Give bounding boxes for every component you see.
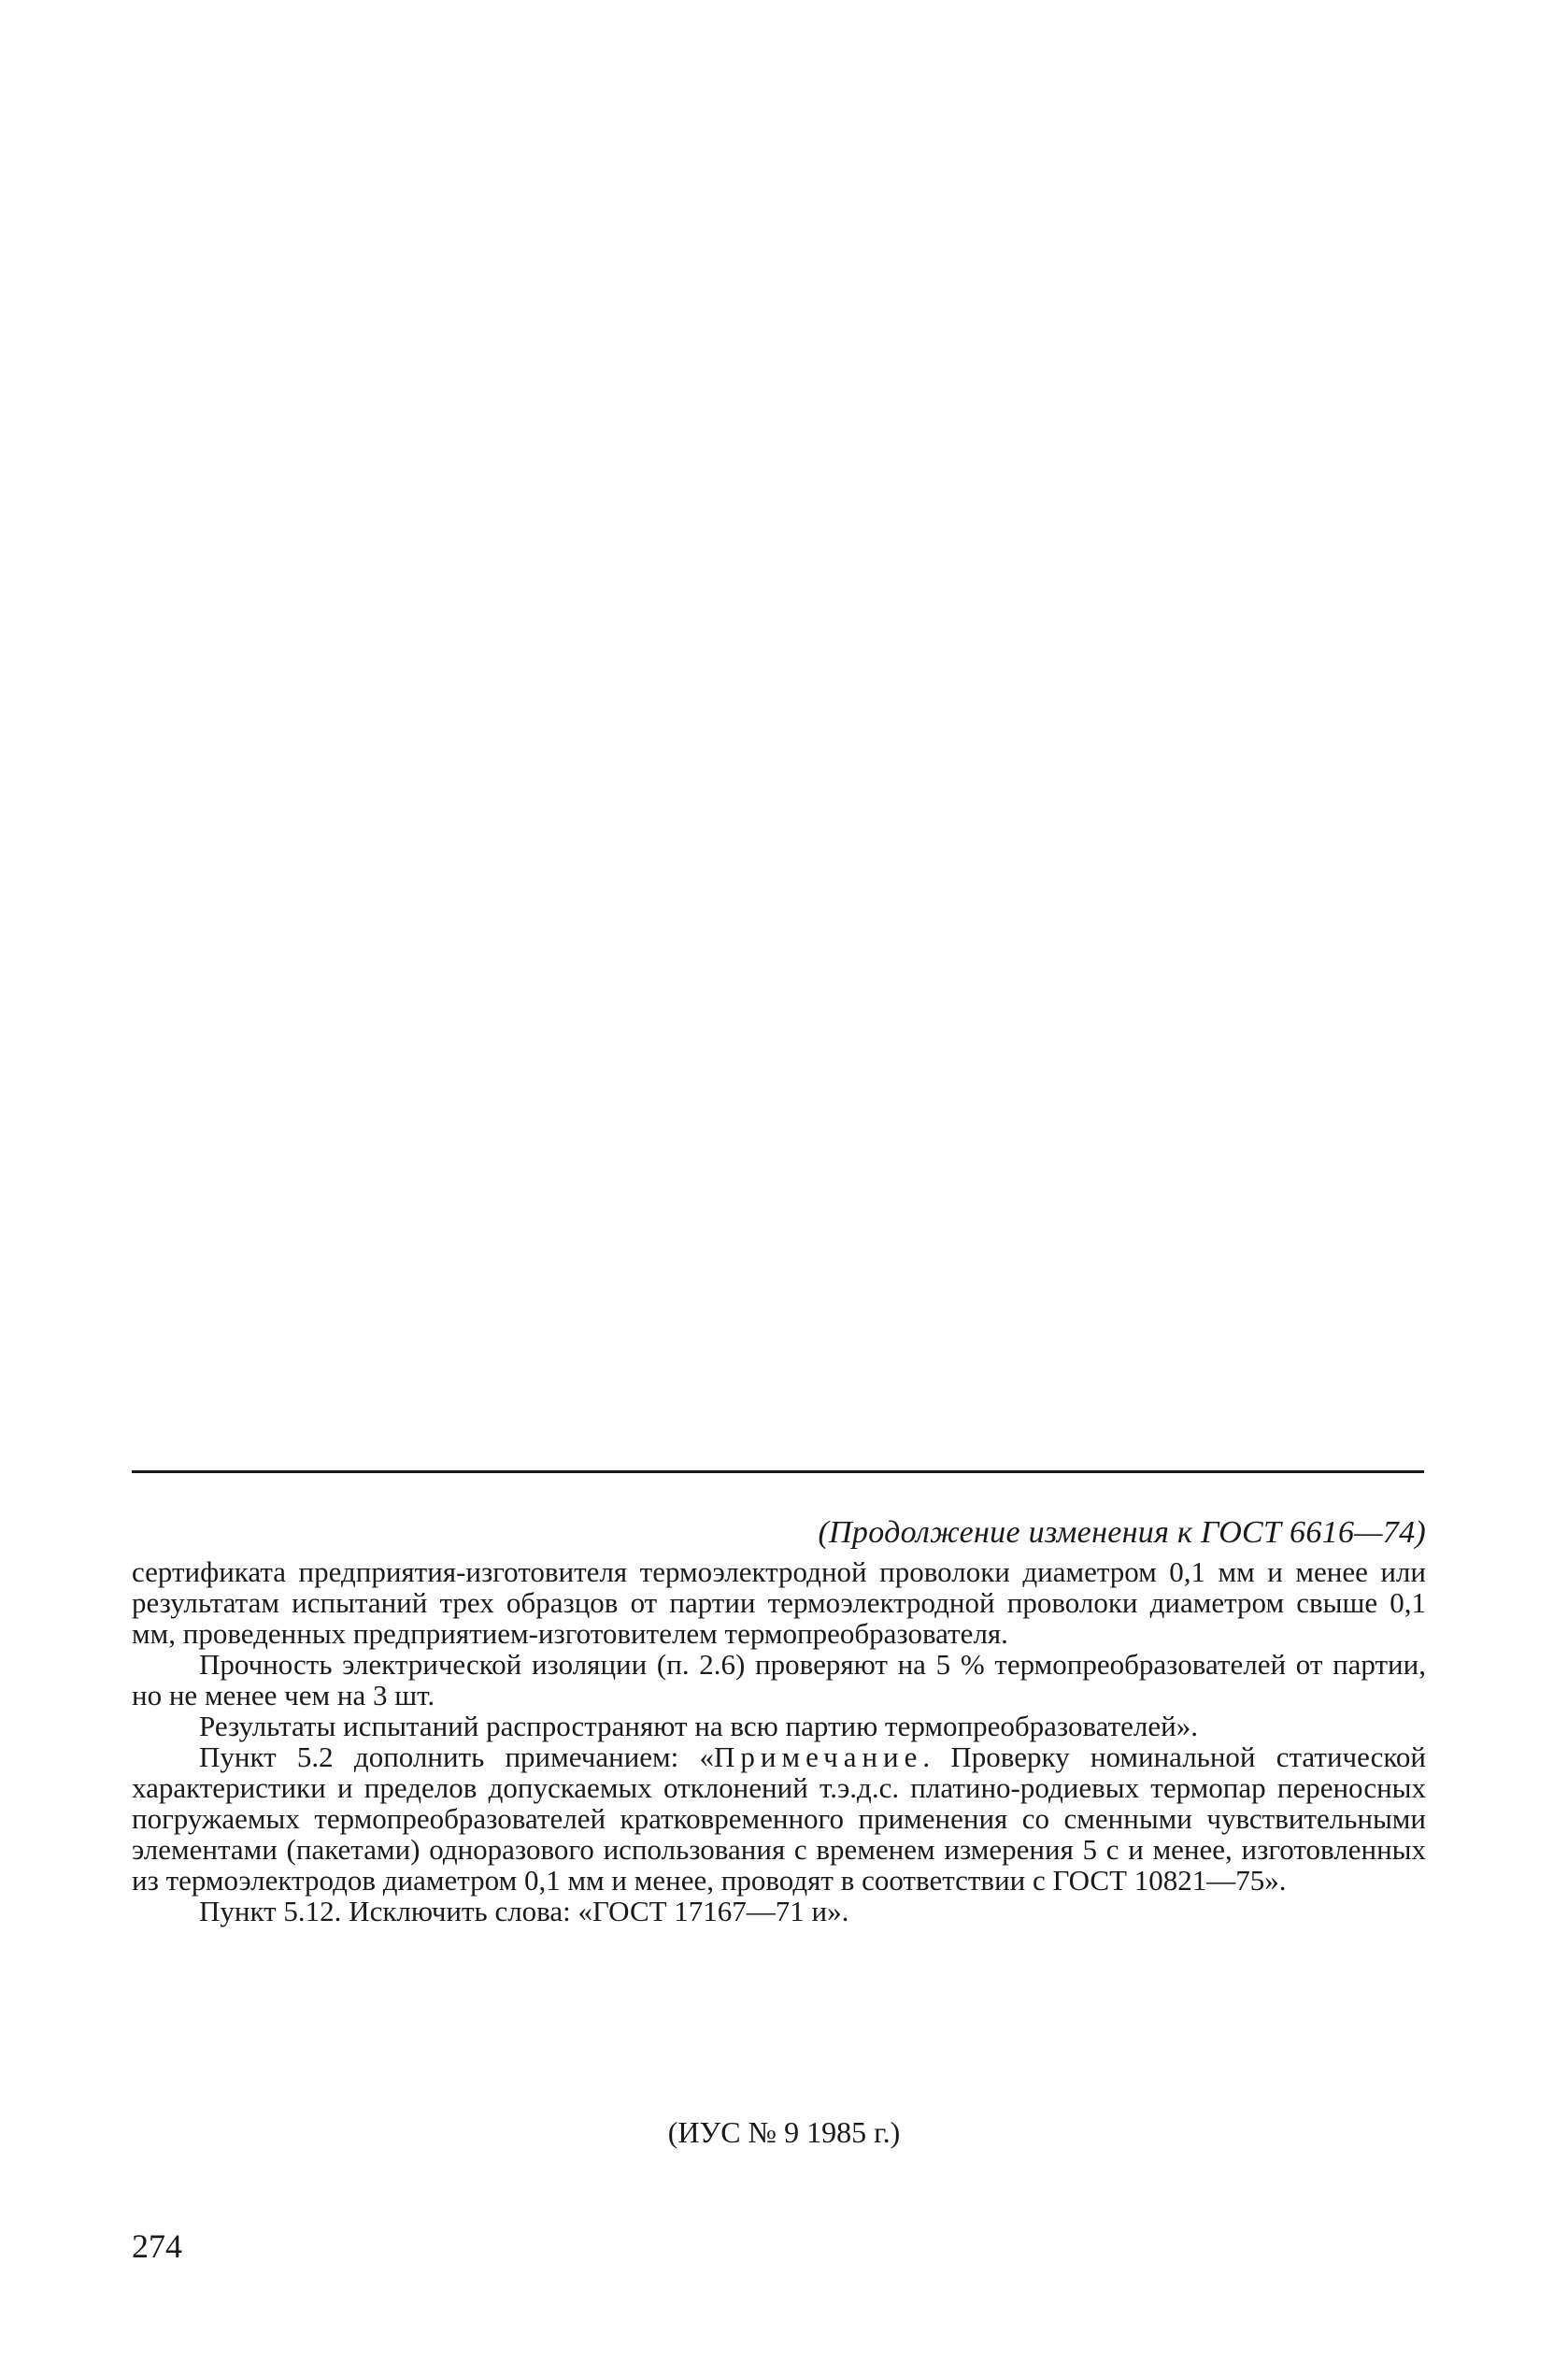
paragraph-results: Результаты испытаний распространяют на всю партию термопреобразователей». [199, 1710, 1199, 1742]
body-text [132, 1556, 1426, 1926]
paragraph-item-5-2 [132, 1741, 1426, 1896]
paragraph-insulation: Прочность электрической изоляции (п. 2.6) проверяют на 5 % термопреобразователей от партии, но не менее чем на 3 шт. [132, 1648, 1426, 1711]
separator-rule [132, 1470, 1424, 1473]
item-5-2-text: . Проверку номинальной статической характеристики и пределов допускаемых отклонений т.э.д.с. платино-родиевых термопар переносных погружаемых термопреобразователей кратковременного применения со сменными чувствительными элементами (пакетами) одноразового использования с временем измерения 5 с и менее, изготовленных из термоэлектродов диаметром 0,1 мм и менее, проводят в соответствии с ГОСТ 10821—75». [132, 1740, 1426, 1897]
page-number: 274 [132, 2227, 182, 2265]
continuation-note: (Продолжение изменения к ГОСТ 6616—74) [818, 1515, 1426, 1550]
paragraph-certificate: сертификата предприятия-изготовителя термоэлектродной проволоки диаметром 0,1 мм и менее или результатам испытаний трех образцов от партии термоэлектродной проволоки диаметром свыше 0,1 мм, проведенных предприятием-изготовителем термопреобразователя. [132, 1555, 1426, 1650]
source-reference: (ИУС № 9 1985 г.) [667, 2115, 901, 2149]
paragraph-item-5-12: Пункт 5.12. Исключить слова: «ГОСТ 17167—71 и». [199, 1895, 849, 1927]
note-word: Примечание [714, 1740, 923, 1773]
item-5-2-lead: Пункт 5.2 дополнить примечанием: « [199, 1740, 715, 1773]
